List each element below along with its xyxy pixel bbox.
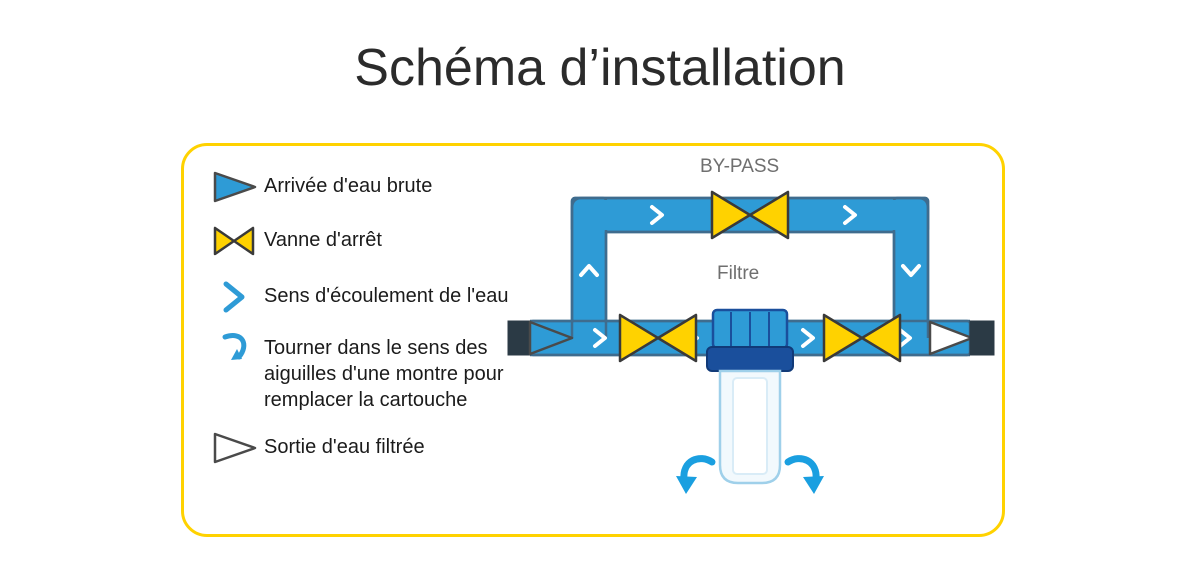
installation-schematic [500,150,1000,535]
legend-item-raw-water-inlet [206,170,536,204]
chevron-right-icon [206,280,264,314]
legend-label-rotate-cartridge: Tourner dans le sens des aiguilles d'une montre pour remplacer la cartouche [264,337,504,411]
rotate-clockwise-arrow-icon [206,332,264,366]
rotate-arrow-left [676,459,712,494]
schematic-drawing [500,150,1000,535]
legend-item-flow-direction [206,280,536,314]
outline-triangle-right-icon [206,431,264,465]
legend [206,162,536,483]
page-title: Schéma d’installation [354,39,846,97]
legend-label-flow-direction: Sens d'écoulement de l'eau [264,285,509,307]
legend-label-filtered-water-outlet: Sortie d'eau filtrée [264,436,425,458]
shutoff-valve-icon [206,224,264,258]
legend-item-filtered-water-outlet [206,431,536,465]
legend-label-raw-water-inlet: Arrivée d'eau brute [264,175,433,197]
rotate-arrow-right [788,459,824,494]
legend-label-shutoff-valve: Vanne d'arrêt [264,229,382,251]
bypass-label: BY-PASS [700,156,780,177]
legend-item-rotate-cartridge [206,332,536,413]
filled-triangle-right-icon [206,170,264,204]
legend-item-shutoff-valve [206,224,536,258]
filter-housing [707,310,793,483]
filter-label: Filtre [717,263,760,284]
